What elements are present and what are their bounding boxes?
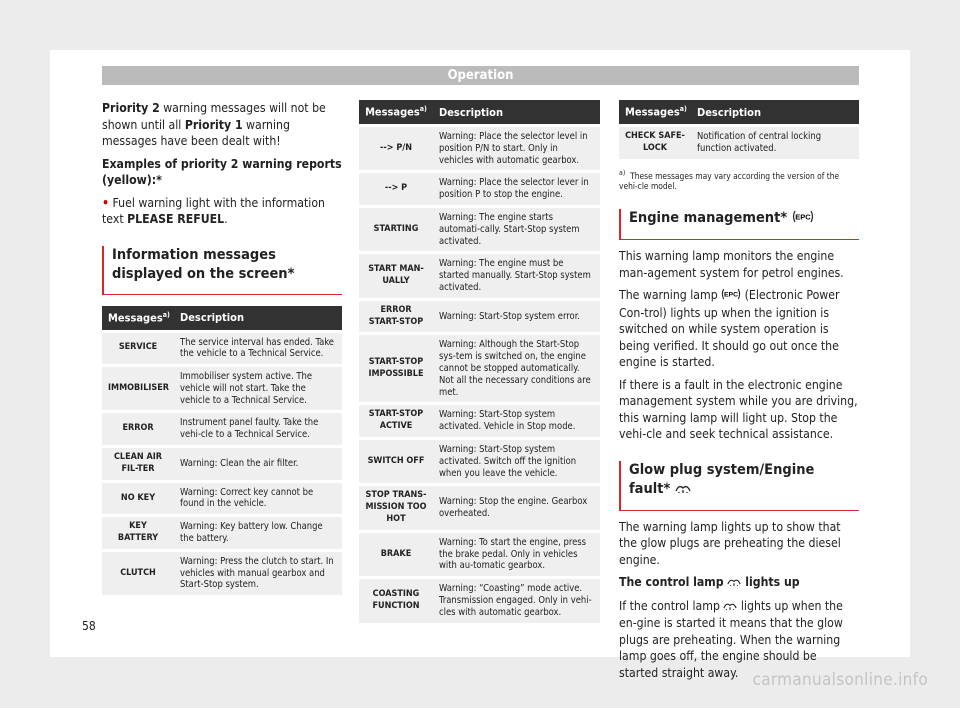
section-title-info-messages: Information messages displayed on the screen* xyxy=(102,246,342,295)
table-row xyxy=(359,301,600,333)
priority2-label: Priority 2 xyxy=(102,101,160,115)
epc-warning-icon xyxy=(721,288,741,305)
table-row xyxy=(359,173,600,205)
description-cell: Warning: Press the clutch to start. In vehicles with manual gearbox and Start-Stop system. xyxy=(174,552,342,595)
glow-paragraph-1: The warning lamp lights up to show that the glow plugs are preheating the diesel engine. xyxy=(619,519,841,567)
header-description: Description xyxy=(691,100,859,124)
header-messages: Messages$^{a)}$ xyxy=(359,100,433,124)
priority-paragraph xyxy=(102,100,342,150)
description-cell: Instrument panel faulty. Take the vehi-cle to a Technical Service. xyxy=(174,413,342,445)
description-cell: Notification of central locking function activated. xyxy=(691,127,859,159)
glow-plug-icon xyxy=(723,599,737,616)
table-row xyxy=(102,413,342,445)
table-row xyxy=(359,208,600,251)
table-row xyxy=(102,448,342,480)
table-row xyxy=(619,127,859,159)
table-row xyxy=(359,579,600,622)
description-cell: Warning: Start-Stop system error. xyxy=(433,301,600,333)
message-cell: SWITCH OFF xyxy=(359,440,433,483)
table-row xyxy=(359,335,600,402)
bullet-item xyxy=(102,195,342,228)
description-cell: Warning: Place the selector level in position P/N to start. Only in vehicles with automatic gearbox. xyxy=(433,127,600,170)
message-cell: START-STOP IMPOSSIBLE xyxy=(359,335,433,402)
message-cell: STARTING xyxy=(359,208,433,251)
text: Fuel warning light with the information text xyxy=(102,195,325,226)
description-cell: Warning: Start-Stop system activated. Vehicle in Stop mode. xyxy=(433,405,600,437)
epc-warning-icon xyxy=(792,210,814,229)
description-cell: Warning: Correct key cannot be found in the vehicle. xyxy=(174,483,342,515)
description-cell: The service interval has ended. Take the vehicle to a Technical Service. xyxy=(174,333,342,365)
description-cell: Warning: Start-Stop system activated. Switch off the ignition when you leave the vehicle. xyxy=(433,440,600,483)
column-right xyxy=(619,100,859,687)
message-cell: ERROR xyxy=(102,413,174,445)
examples-heading: Examples of priority 2 warning reports (yellow):* xyxy=(102,156,342,187)
table-row xyxy=(102,517,342,549)
text: warning messages will not be shown until all xyxy=(102,101,326,132)
message-cell: START MAN-UALLY xyxy=(359,254,433,297)
message-cell: NO KEY xyxy=(102,483,174,515)
header-description: Description xyxy=(433,100,600,124)
description-cell: Warning: Clean the air filter. xyxy=(174,448,342,480)
text: warning messages have been dealt with! xyxy=(102,117,290,148)
glow-subheading: The control lamp lights up xyxy=(619,574,859,592)
engine-paragraph-1: This warning lamp monitors the engine man-agement system for petrol engines. xyxy=(619,249,844,280)
svg-text:EPC: EPC xyxy=(794,212,811,222)
message-cell: SERVICE xyxy=(102,333,174,365)
messages-table-2 xyxy=(359,97,600,626)
section-title-glow-plug: Glow plug system/Engine fault* xyxy=(619,461,859,511)
section-title-engine-management: Engine management* EPC xyxy=(619,209,859,240)
message-cell: START-STOP ACTIVE xyxy=(359,405,433,437)
text: . xyxy=(224,212,228,226)
message-cell: CLUTCH xyxy=(102,552,174,595)
messages-table-3 xyxy=(619,97,859,162)
header-messages: Messages$^{a)}$ xyxy=(102,306,174,330)
column-middle xyxy=(359,100,600,626)
table-row xyxy=(359,127,600,170)
column-left xyxy=(102,100,342,598)
message-cell: CLEAN AIR FIL-TER xyxy=(102,448,174,480)
engine-paragraph-2: The warning lamp EPC (Electronic Power Con-trol) lights up when the ignition is switched on while system operation is being verified. It should go out once the engine is started. xyxy=(619,288,840,370)
table-row xyxy=(102,483,342,515)
description-cell: Warning: Stop the engine. Gearbox overheated. xyxy=(433,486,600,529)
message-cell: IMMOBILISER xyxy=(102,367,174,410)
message-cell: BRAKE xyxy=(359,533,433,576)
page-header: Operation xyxy=(102,66,859,85)
footnote: $^{a)}$ These messages may vary according the version of the vehi-cle model. xyxy=(619,168,840,191)
table-row xyxy=(359,254,600,297)
description-cell: Immobiliser system active. The vehicle will not start. Take the vehicle to a Technical Service. xyxy=(174,367,342,410)
table-row xyxy=(359,405,600,437)
watermark: carmanualsonline.info xyxy=(752,670,928,690)
message-cell: KEY BATTERY xyxy=(102,517,174,549)
description-cell: Warning: “Coasting” mode active. Transmission engaged. Only in vehi-cles with automatic gearbox. xyxy=(433,579,600,622)
bullet-icon: • xyxy=(102,195,110,210)
page-number: 58 xyxy=(82,619,96,633)
table-row xyxy=(359,486,600,529)
table-row xyxy=(102,367,342,410)
message-cell: --> P/N xyxy=(359,127,433,170)
table-row xyxy=(359,533,600,576)
table-row xyxy=(102,333,342,365)
message-cell: STOP TRANS-MISSION TOO HOT xyxy=(359,486,433,529)
description-cell: Warning: The engine starts automati-cally. Start-Stop system activated. xyxy=(433,208,600,251)
engine-paragraph-3: If there is a fault in the electronic engine management system while you are driving, this warning lamp will light up. Stop the vehi-cle and seek technical assistance. xyxy=(619,377,858,442)
message-cell: CHECK SAFE-LOCK xyxy=(619,127,691,159)
glow-paragraph-2: If the control lamp lights up when the en-gine is started it means that the glow plugs are preheating. When the warning lamp goes off, the engine should be started straight away. xyxy=(619,598,843,680)
description-cell: Warning: To start the engine, press the brake pedal. Only in vehicles with au-tomatic gearbox. xyxy=(433,533,600,576)
refuel-label: PLEASE REFUEL xyxy=(127,212,225,226)
glow-plug-icon xyxy=(727,575,741,592)
messages-table-1 xyxy=(102,303,342,599)
svg-text:EPC: EPC xyxy=(724,292,739,300)
header-description: Description xyxy=(174,306,342,330)
header-messages: Messages$^{a)}$ xyxy=(619,100,691,124)
table-row xyxy=(359,440,600,483)
message-cell: ERROR START-STOP xyxy=(359,301,433,333)
priority1-label: Priority 1 xyxy=(184,117,243,132)
description-cell: Warning: Although the Start-Stop sys-tem is switched on, the engine cannot be stopped automatically. Not all the necessary conditions are met. xyxy=(433,335,600,402)
message-cell: --> P xyxy=(359,173,433,205)
glow-plug-icon xyxy=(675,481,691,500)
description-cell: Warning: Key battery low. Change the battery. xyxy=(174,517,342,549)
table-row xyxy=(102,552,342,595)
description-cell: Warning: The engine must be started manually. Start-Stop system activated. xyxy=(433,254,600,297)
description-cell: Warning: Place the selector lever in position P to stop the engine. xyxy=(433,173,600,205)
message-cell: COASTING FUNCTION xyxy=(359,579,433,622)
